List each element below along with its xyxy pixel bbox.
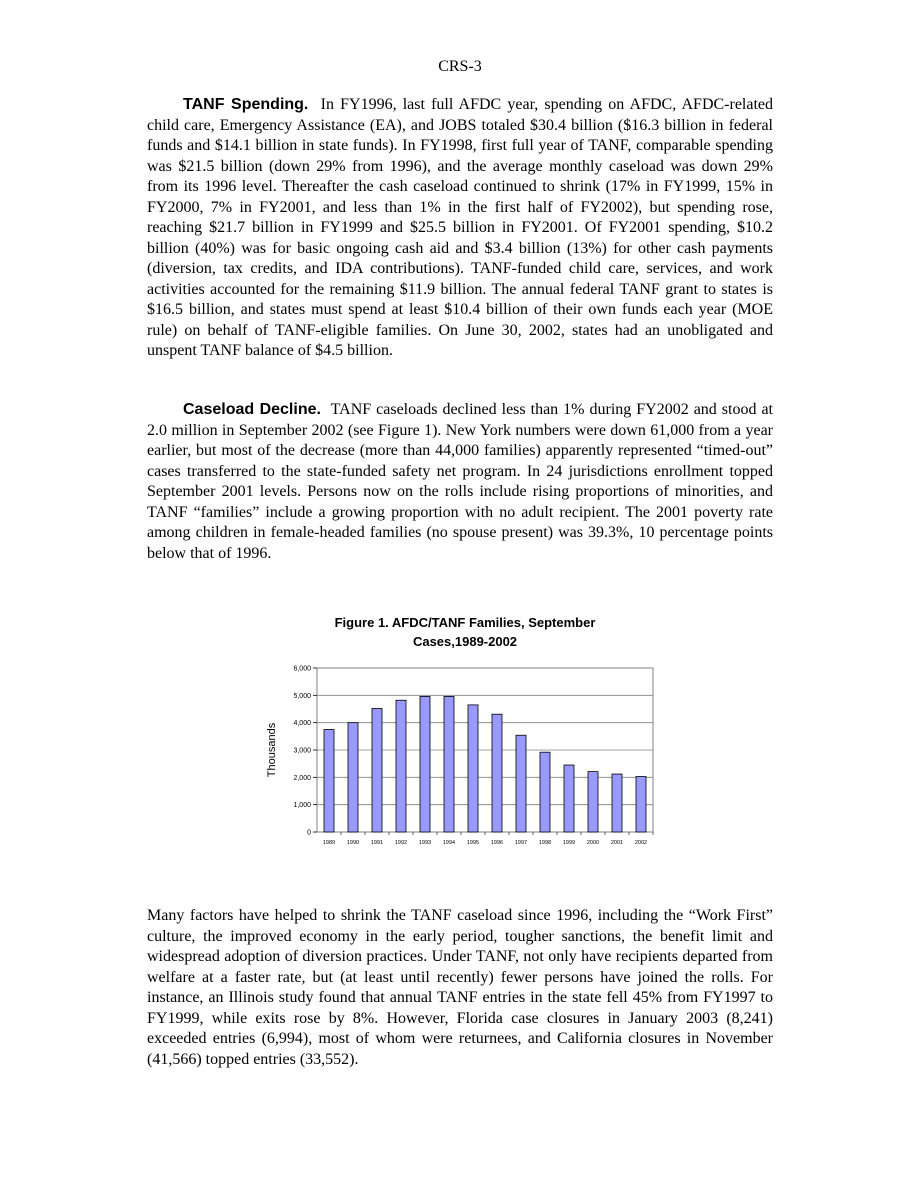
paragraph-text: In FY1996, last full AFDC year, spending on AFDC, AFDC-related child care, Emergency Assistance (EA), and JOBS totaled $30.4 billion ($16.3 billion in federal funds and $14.1 billion in state funds). In FY1998, first full year of TANF, comparable spending was $21.5 billion (down 29% from 1996), and the average monthly caseload was down 29% from its 1996 level. Thereafter the cash caseload continued to shrink (17% in FY1999, 15% in FY2000, 7% in FY2001, and less than 1% in the first half of FY2002), but spending rose, reaching $21.7 billion in FY1999 and $25.5 billion in FY2001. Of FY2001 spending, $10.2 billion (40%) was for basic ongoing cash aid and $3.4 billion (13%) for other cash payments (diversion, tax credits, and IDA contributions). TANF-funded child care, services, and work activities accounted for the remaining $11.9 billion. The annual federal TANF grant to states is $16.5 billion, and states must spend at least $10.4 billion of their own funds each year (MOE rule) on behalf of TANF-eligible families. On June 30, 2002, states had an unobligated and unspent TANF balance of $4.5 billion.: [147, 96, 774, 359]
bar: [444, 696, 454, 832]
bar: [324, 730, 334, 833]
bar: [468, 705, 478, 832]
y-axis-label: Thousands: [266, 722, 278, 778]
bar: [564, 765, 574, 832]
bar: [420, 696, 430, 832]
x-tick-label: 2000: [586, 840, 600, 846]
figure-title: [290, 613, 640, 651]
x-tick-label: 1991: [370, 840, 384, 846]
x-tick-label: 1993: [418, 840, 432, 846]
bar: [492, 714, 502, 832]
x-tick-label: 1990: [346, 840, 360, 846]
x-tick-label: 1997: [514, 840, 528, 846]
bar: [348, 723, 358, 832]
page-number: CRS-3: [438, 58, 482, 75]
section-heading: Caseload Decline.: [183, 401, 321, 418]
y-tick-label: 6,000: [293, 665, 311, 673]
paragraph-tanf-spending: [147, 95, 773, 362]
paragraph-text: TANF caseloads declined less than 1% during FY2002 and stood at 2.0 million in September 2002 (see Figure 1). New York numbers were down 61,000 from a year earlier, but most of the decrease (more than 44,000 families) apparently represented “timed-out” cases transferred to the state-funded safety net program. In 24 jurisdictions enrollment topped September 2001 levels. Persons now on the rolls include rising proportions of minorities, and TANF “families” include a growing proportion with no adult recipient. The 2001 poverty rate among children in female-headed families (no spouse present) was 39.3%, 10 percentage points below that of 1996.: [147, 401, 774, 562]
figure-title-line-1: Figure 1. AFDC/TANF Families, September: [334, 615, 596, 630]
paragraph-caseload-decline: [147, 400, 773, 564]
x-tick-label: 1992: [394, 840, 408, 846]
x-tick-label: 1994: [442, 840, 456, 846]
y-tick-label: 2,000: [293, 774, 311, 782]
x-tick-label: 1989: [322, 840, 336, 846]
paragraph-caseload-factors: [147, 906, 773, 1070]
x-tick-label: 1995: [466, 840, 480, 846]
x-tick-label: 1998: [538, 840, 552, 846]
y-tick-label: 1,000: [293, 802, 311, 810]
x-tick-label: 2002: [634, 840, 648, 846]
bar: [372, 708, 382, 832]
bar-chart: [255, 655, 675, 855]
bar: [396, 700, 406, 832]
bar: [612, 774, 622, 832]
x-tick-label: 1996: [490, 840, 504, 846]
y-tick-label: 3,000: [293, 747, 311, 755]
bar: [540, 752, 550, 832]
bar: [516, 735, 526, 832]
y-tick-label: 0: [307, 829, 311, 837]
x-tick-label: 2001: [610, 840, 624, 846]
bar: [636, 777, 646, 832]
x-tick-label: 1999: [562, 840, 576, 846]
y-tick-label: 4,000: [293, 720, 311, 728]
section-heading: TANF Spending.: [183, 96, 309, 113]
bar: [588, 772, 598, 832]
figure-title-line-2: Cases,1989-2002: [412, 634, 518, 649]
y-tick-label: 5,000: [293, 692, 311, 700]
paragraph-text: Many factors have helped to shrink the TANF caseload since 1996, including the “Work First” culture, the improved economy in the early period, tougher sanctions, the benefit limit and widespread adoption of diversion practices. Under TANF, not only have recipients departed from welfare at a faster rate, but (at least until recently) fewer persons have joined the rolls. For instance, an Illinois study found that annual TANF entries in the state fell 45% from FY1997 to FY1999, while exits rose by 8%. However, Florida case closures in January 2003 (8,241) exceeded entries (6,994), most of whom were returnees, and California closures in November (41,566) topped entries (33,552).: [147, 907, 773, 1068]
